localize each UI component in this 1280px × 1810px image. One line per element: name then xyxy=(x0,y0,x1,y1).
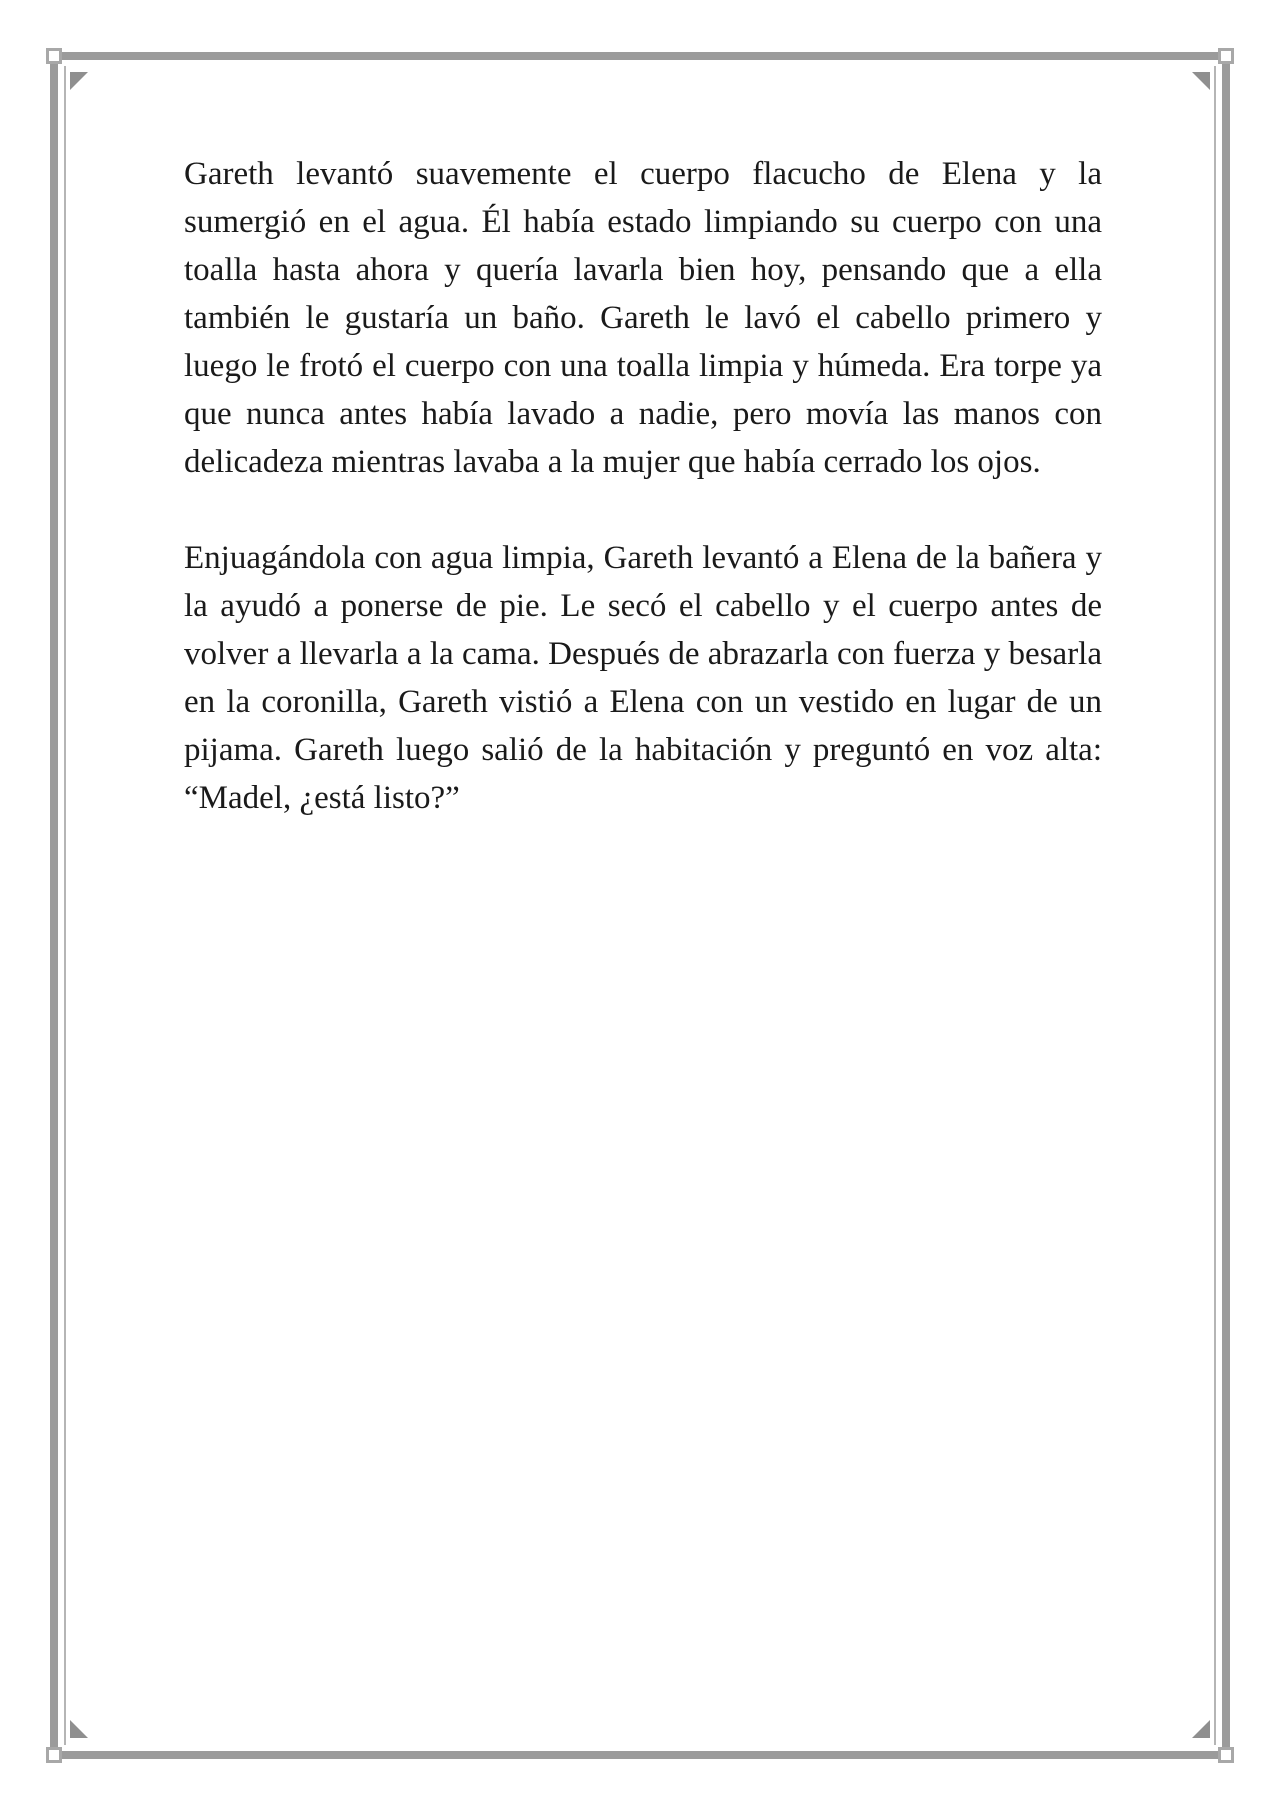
corner-triangle-top-left xyxy=(70,72,88,90)
frame-left-bar xyxy=(50,52,58,1759)
page-body-text xyxy=(184,150,1102,870)
corner-ornament-bottom-right xyxy=(1218,1747,1234,1763)
corner-ornament-top-left xyxy=(46,48,62,64)
frame-inner-right-line xyxy=(1214,66,1216,1745)
corner-triangle-top-right xyxy=(1192,72,1210,90)
frame-inner-left-line xyxy=(64,66,66,1745)
corner-triangle-bottom-right xyxy=(1192,1720,1210,1738)
paragraph-2: Enjuagándola con agua limpia, Gareth levantó a Elena de la bañera y la ayudó a ponerse de pie. Le secó el cabello y el cuerpo antes de volver a llevarla a la cama. Después de abrazarla con fuerza y besarla en la coronilla, Gareth vistió a Elena con un vestido en lugar de un pijama. Gareth luego salió de la habitación y preguntó en voz alta: “Madel, ¿está listo?” xyxy=(184,540,1102,816)
corner-ornament-bottom-left xyxy=(46,1747,62,1763)
frame-right-bar xyxy=(1222,52,1230,1759)
corner-ornament-top-right xyxy=(1218,48,1234,64)
paragraph-1: Gareth levantó suavemente el cuerpo flacucho de Elena y la sumergió en el agua. Él había estado limpiando su cuerpo con una toalla hasta ahora y quería lavarla bien hoy, pensando que a ella también le gustaría un baño. Gareth le lavó el cabello primero y luego le frotó el cuerpo con una toalla limpia y húmeda. Era torpe ya que nunca antes había lavado a nadie, pero movía las manos con delicadeza mientras lavaba a la mujer que había cerrado los ojos. xyxy=(184,156,1102,480)
corner-triangle-bottom-left xyxy=(70,1720,88,1738)
frame-top-bar xyxy=(50,52,1230,60)
frame-bottom-bar xyxy=(50,1751,1230,1759)
